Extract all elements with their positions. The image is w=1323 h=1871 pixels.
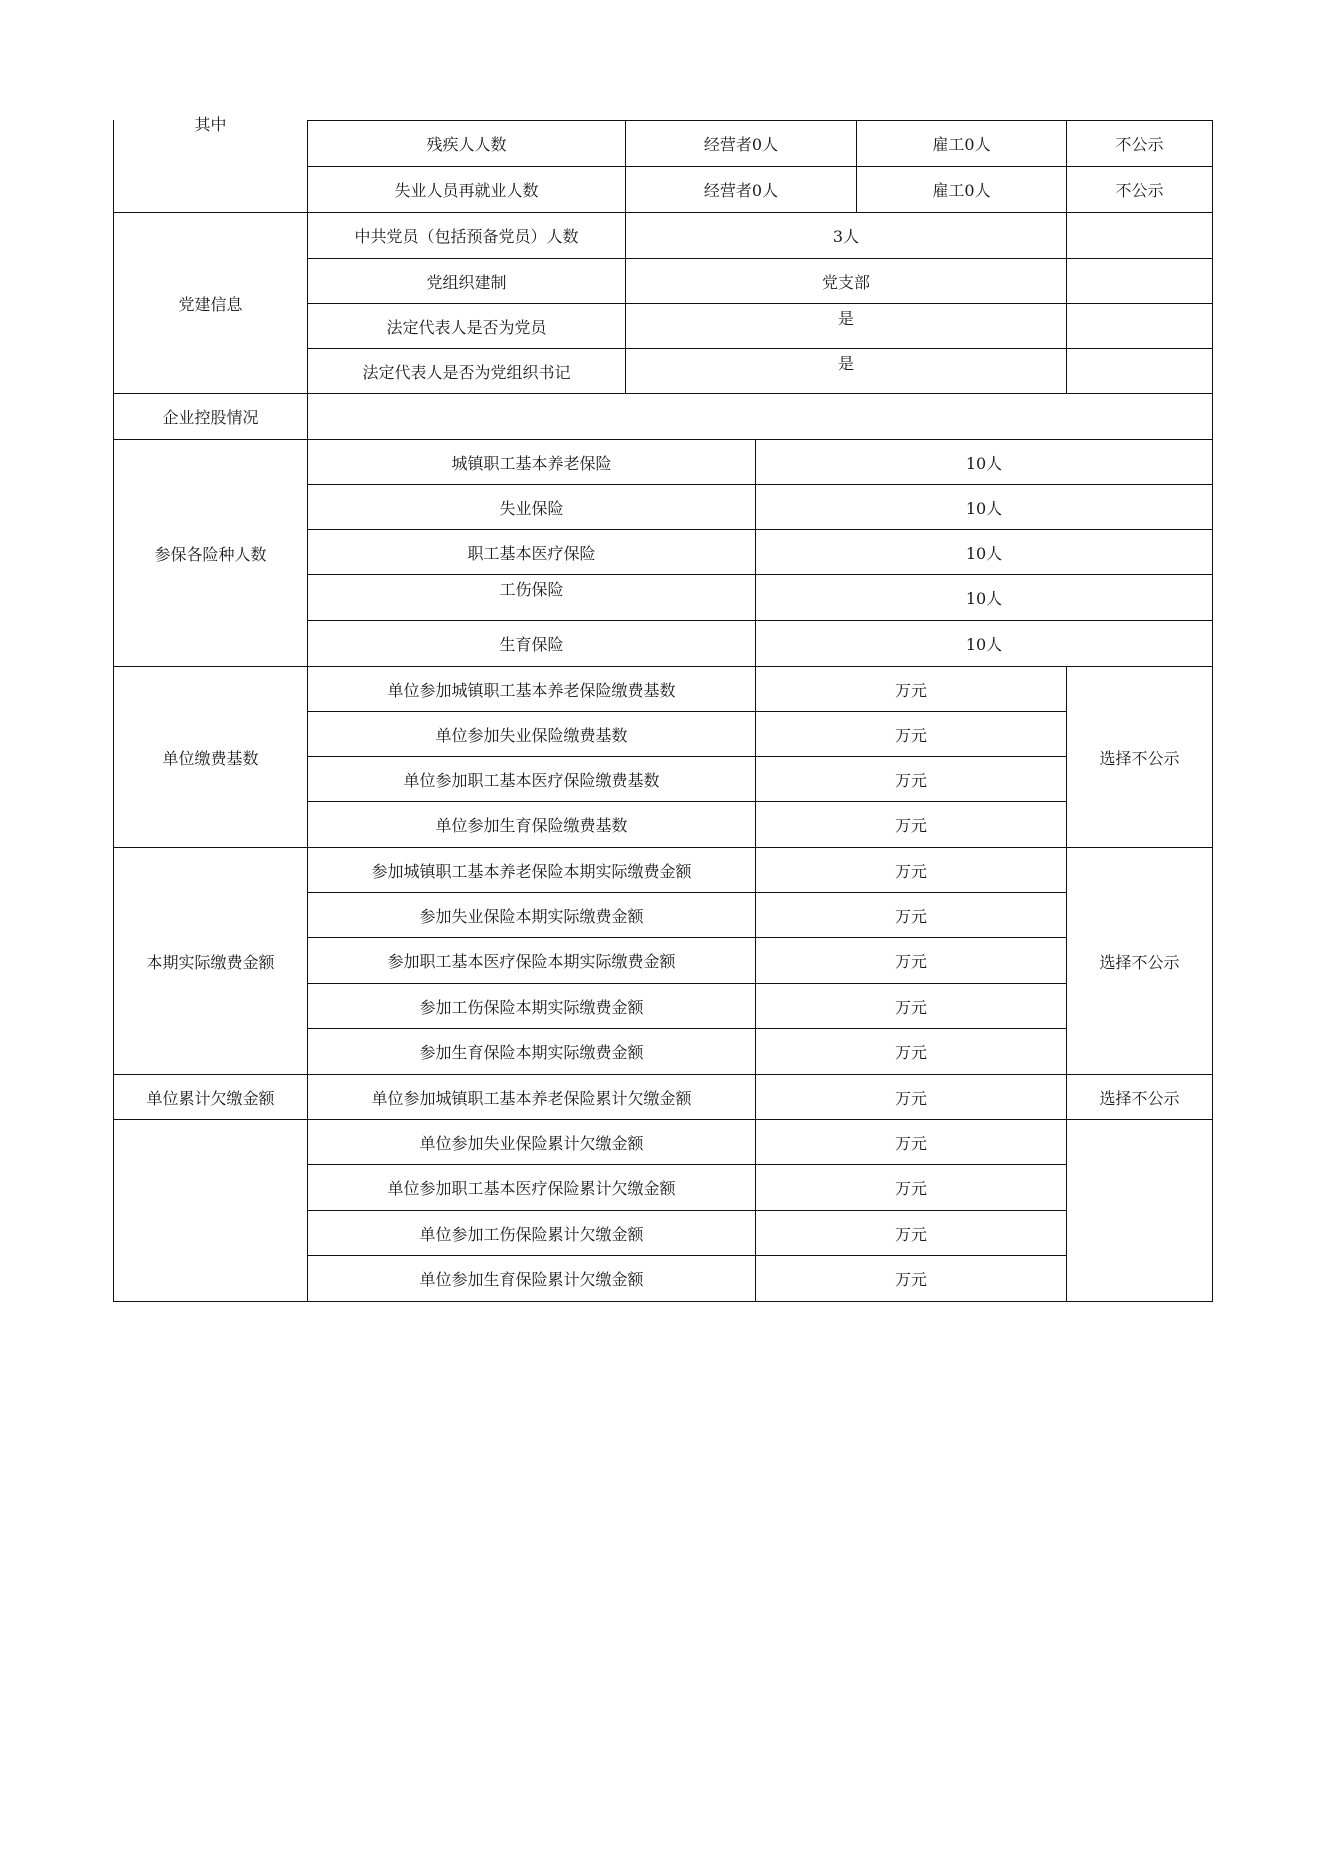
disabled-status: 不公示: [1066, 120, 1213, 167]
base-maternity-value: 万元: [755, 801, 1067, 848]
party-rep-member-value: 是: [625, 303, 1067, 349]
actual-maternity-label: 参加生育保险本期实际缴费金额: [307, 1028, 756, 1075]
arrears-pension-value: 万元: [755, 1074, 1067, 1120]
actual-maternity-value: 万元: [755, 1028, 1067, 1075]
actual-status: 选择不公示: [1066, 847, 1213, 1075]
insurance-pension-label: 城镇职工基本养老保险: [307, 439, 756, 485]
party-rep-member-extra: [1066, 303, 1213, 349]
insurance-medical-label: 职工基本医疗保险: [307, 529, 756, 575]
actual-unemployment-value: 万元: [755, 892, 1067, 938]
party-rep-secretary-label: 法定代表人是否为党组织书记: [307, 348, 626, 394]
holding-title: 企业控股情况: [113, 393, 308, 440]
party-rep-secretary-extra: [1066, 348, 1213, 394]
actual-pension-value: 万元: [755, 847, 1067, 893]
actual-medical-value: 万元: [755, 937, 1067, 984]
base-medical-label: 单位参加职工基本医疗保险缴费基数: [307, 756, 756, 802]
arrears-status: 选择不公示: [1066, 1074, 1213, 1120]
arrears-title: 单位累计欠缴金额: [113, 1074, 308, 1120]
base-unemployment-label: 单位参加失业保险缴费基数: [307, 711, 756, 757]
insurance-injury-value: 10人: [755, 574, 1213, 621]
arrears-maternity-label: 单位参加生育保险累计欠缴金额: [307, 1255, 756, 1302]
arrears-medical-value: 万元: [755, 1164, 1067, 1211]
base-medical-value: 万元: [755, 756, 1067, 802]
base-maternity-label: 单位参加生育保险缴费基数: [307, 801, 756, 848]
base-status: 选择不公示: [1066, 666, 1213, 848]
actual-injury-label: 参加工伤保险本期实际缴费金额: [307, 983, 756, 1029]
base-unemployment-value: 万元: [755, 711, 1067, 757]
insurance-medical-value: 10人: [755, 529, 1213, 575]
reemployed-employees: 雇工0人: [856, 166, 1067, 213]
actual-title: 本期实际缴费金额: [113, 847, 308, 1075]
party-rep-secretary-value: 是: [625, 348, 1067, 394]
base-pension-label: 单位参加城镇职工基本养老保险缴费基数: [307, 666, 756, 712]
reemployed-status: 不公示: [1066, 166, 1213, 213]
reemployed-label: 失业人员再就业人数: [307, 166, 626, 213]
arrears-maternity-value: 万元: [755, 1255, 1067, 1302]
actual-injury-value: 万元: [755, 983, 1067, 1029]
party-members-extra: [1066, 212, 1213, 259]
insurance-maternity-value: 10人: [755, 620, 1213, 667]
party-members-label: 中共党员（包括预备党员）人数: [307, 212, 626, 259]
insurance-unemployment-value: 10人: [755, 484, 1213, 530]
party-org-label: 党组织建制: [307, 258, 626, 304]
actual-medical-label: 参加职工基本医疗保险本期实际缴费金额: [307, 937, 756, 984]
disabled-label: 残疾人人数: [307, 120, 626, 167]
disabled-operators: 经营者0人: [625, 120, 857, 167]
base-title: 单位缴费基数: [113, 666, 308, 848]
insurance-maternity-label: 生育保险: [307, 620, 756, 667]
arrears-unemployment-value: 万元: [755, 1119, 1067, 1165]
party-rep-member-label: 法定代表人是否为党员: [307, 303, 626, 349]
base-pension-value: 万元: [755, 666, 1067, 712]
reemployed-operators: 经营者0人: [625, 166, 857, 213]
party-org-value: 党支部: [625, 258, 1067, 304]
arrears-unemployment-label: 单位参加失业保险累计欠缴金额: [307, 1119, 756, 1165]
party-title: 党建信息: [113, 212, 308, 394]
actual-unemployment-label: 参加失业保险本期实际缴费金额: [307, 892, 756, 938]
insurance-injury-label: 工伤保险: [307, 574, 756, 621]
insurance-title: 参保各险种人数: [113, 439, 308, 667]
insurance-unemployment-label: 失业保险: [307, 484, 756, 530]
party-org-extra: [1066, 258, 1213, 304]
cut-group-label: 其中: [113, 120, 308, 213]
arrears-injury-label: 单位参加工伤保险累计欠缴金额: [307, 1210, 756, 1256]
holding-value: [307, 393, 1213, 440]
arrears-left-blank: [113, 1119, 308, 1302]
arrears-injury-value: 万元: [755, 1210, 1067, 1256]
arrears-right-blank: [1066, 1119, 1213, 1302]
actual-pension-label: 参加城镇职工基本养老保险本期实际缴费金额: [307, 847, 756, 893]
disabled-employees: 雇工0人: [856, 120, 1067, 167]
party-members-value: 3人: [625, 212, 1067, 259]
arrears-medical-label: 单位参加职工基本医疗保险累计欠缴金额: [307, 1164, 756, 1211]
insurance-pension-value: 10人: [755, 439, 1213, 485]
arrears-pension-label: 单位参加城镇职工基本养老保险累计欠缴金额: [307, 1074, 756, 1120]
